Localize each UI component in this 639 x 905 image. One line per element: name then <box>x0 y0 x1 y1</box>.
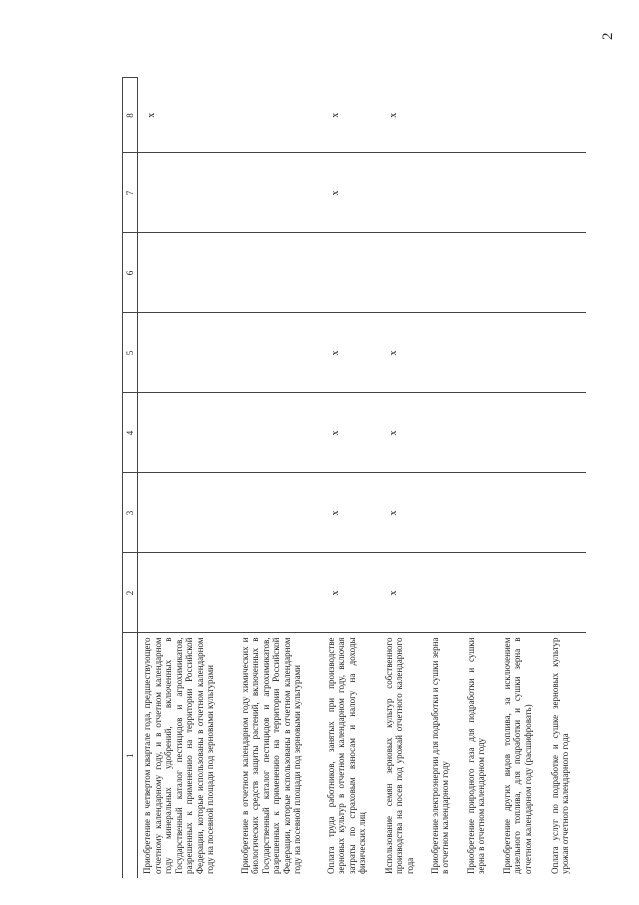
rotated-table-sheet <box>122 78 570 878</box>
table-cell[interactable] <box>546 393 586 473</box>
table-cell[interactable] <box>138 313 236 393</box>
table-cell[interactable] <box>322 233 380 313</box>
table-cell[interactable]: x <box>380 553 426 633</box>
table-cell[interactable]: x <box>380 78 426 153</box>
table-cell[interactable] <box>498 393 546 473</box>
page-number: 2 <box>600 32 616 40</box>
table-cell[interactable]: x <box>138 78 236 153</box>
column-header: 7 <box>123 153 138 233</box>
row-label: Оплата услуг по подработке и сушке зерновых культур урожая отчетного календарного года <box>546 633 586 878</box>
table-cell[interactable]: x <box>322 153 380 233</box>
table-row <box>426 78 462 878</box>
table-cell[interactable] <box>426 473 462 553</box>
table-cell[interactable] <box>498 473 546 553</box>
table-cell[interactable] <box>236 78 322 153</box>
column-header: 5 <box>123 313 138 393</box>
table-row <box>236 78 322 878</box>
table-row <box>322 78 380 878</box>
table-cell[interactable] <box>462 153 498 233</box>
table-cell[interactable]: x <box>322 78 380 153</box>
table-cell[interactable] <box>546 473 586 553</box>
table-cell[interactable] <box>546 78 586 153</box>
data-table <box>122 78 586 879</box>
table-row <box>498 78 546 878</box>
table-cell[interactable] <box>462 233 498 313</box>
table-cell[interactable] <box>426 553 462 633</box>
column-header: 3 <box>123 473 138 553</box>
table-cell[interactable] <box>462 473 498 553</box>
table-cell[interactable] <box>138 393 236 473</box>
table-row <box>138 78 236 878</box>
table-cell[interactable] <box>462 393 498 473</box>
table-cell[interactable] <box>380 233 426 313</box>
table-cell[interactable] <box>546 313 586 393</box>
table-cell[interactable] <box>426 393 462 473</box>
row-label: Приобретение в отчетном календарном году химических и биологических средств защиты растений, включенных в Государственный каталог пестицидов и агрохимикатов, разрешенных к применению на территории Российской Федерации, которые использованы в отчетном календарном году на посевной площади под зерновыми культурами <box>236 633 322 878</box>
column-header: 1 <box>123 633 138 878</box>
table-cell[interactable] <box>380 153 426 233</box>
table-cell[interactable] <box>138 473 236 553</box>
table-cell[interactable]: x <box>322 473 380 553</box>
table-cell[interactable] <box>546 233 586 313</box>
table-cell[interactable] <box>462 553 498 633</box>
column-header: 2 <box>123 553 138 633</box>
table-cell[interactable] <box>462 313 498 393</box>
table-cell[interactable] <box>138 553 236 633</box>
table-cell[interactable]: x <box>322 393 380 473</box>
row-label: Использование семян зерновых культур собственного производства на посев под урожай отчетного календарного года <box>380 633 426 878</box>
table-cell[interactable]: x <box>380 313 426 393</box>
table-cell[interactable] <box>426 78 462 153</box>
table-cell[interactable] <box>236 393 322 473</box>
table-cell[interactable] <box>236 153 322 233</box>
table-cell[interactable] <box>236 553 322 633</box>
table-cell[interactable] <box>498 153 546 233</box>
row-label: Приобретение других видов топлива, за исключением дизельного топлива, для подработки и сушки зерна в отчетном календарном году (расшифровать) <box>498 633 546 878</box>
table-cell[interactable] <box>236 233 322 313</box>
table-cell[interactable] <box>236 313 322 393</box>
table-cell[interactable] <box>498 233 546 313</box>
column-header-row <box>123 78 138 878</box>
table-cell[interactable]: x <box>380 393 426 473</box>
table-cell[interactable] <box>138 153 236 233</box>
column-header: 8 <box>123 78 138 153</box>
row-label: Приобретение в четвертом квартале года, предшествующего отчетному календарному году, и в отчетном календарном году минеральных удобрений, включенных в Государственный каталог пестицидов и агрохимикатов, разрешенных к применению на территории Российской Федерации, которые использованы в отчетном календарном году на посевной площади под зерновыми культурами <box>138 633 236 878</box>
table-cell[interactable] <box>498 553 546 633</box>
row-label: Оплата труда работников, занятых при производстве зерновых культур в отчетном календарном году, включая затраты по страховым взносам и налогу на доходы физических лиц <box>322 633 380 878</box>
table-cell[interactable] <box>426 233 462 313</box>
table-cell[interactable]: x <box>322 313 380 393</box>
column-header: 6 <box>123 233 138 313</box>
table-cell[interactable] <box>426 313 462 393</box>
row-label: Приобретение природного газа для подработки и сушки зерна в отчетном календарном году <box>462 633 498 878</box>
table-row <box>462 78 498 878</box>
table-cell[interactable] <box>462 78 498 153</box>
table-cell[interactable] <box>426 153 462 233</box>
table-row <box>546 78 586 878</box>
table-cell[interactable] <box>546 553 586 633</box>
table-cell[interactable] <box>498 78 546 153</box>
table-cell[interactable] <box>138 233 236 313</box>
row-label: Приобретение электроэнергии для подработки и сушки зерна в отчетном календарном году <box>426 633 462 878</box>
table-row <box>380 78 426 878</box>
table-cell[interactable]: x <box>322 553 380 633</box>
table-cell[interactable] <box>236 473 322 553</box>
table-cell[interactable] <box>498 313 546 393</box>
column-header: 4 <box>123 393 138 473</box>
table-cell[interactable]: x <box>380 473 426 553</box>
table-cell[interactable] <box>546 153 586 233</box>
